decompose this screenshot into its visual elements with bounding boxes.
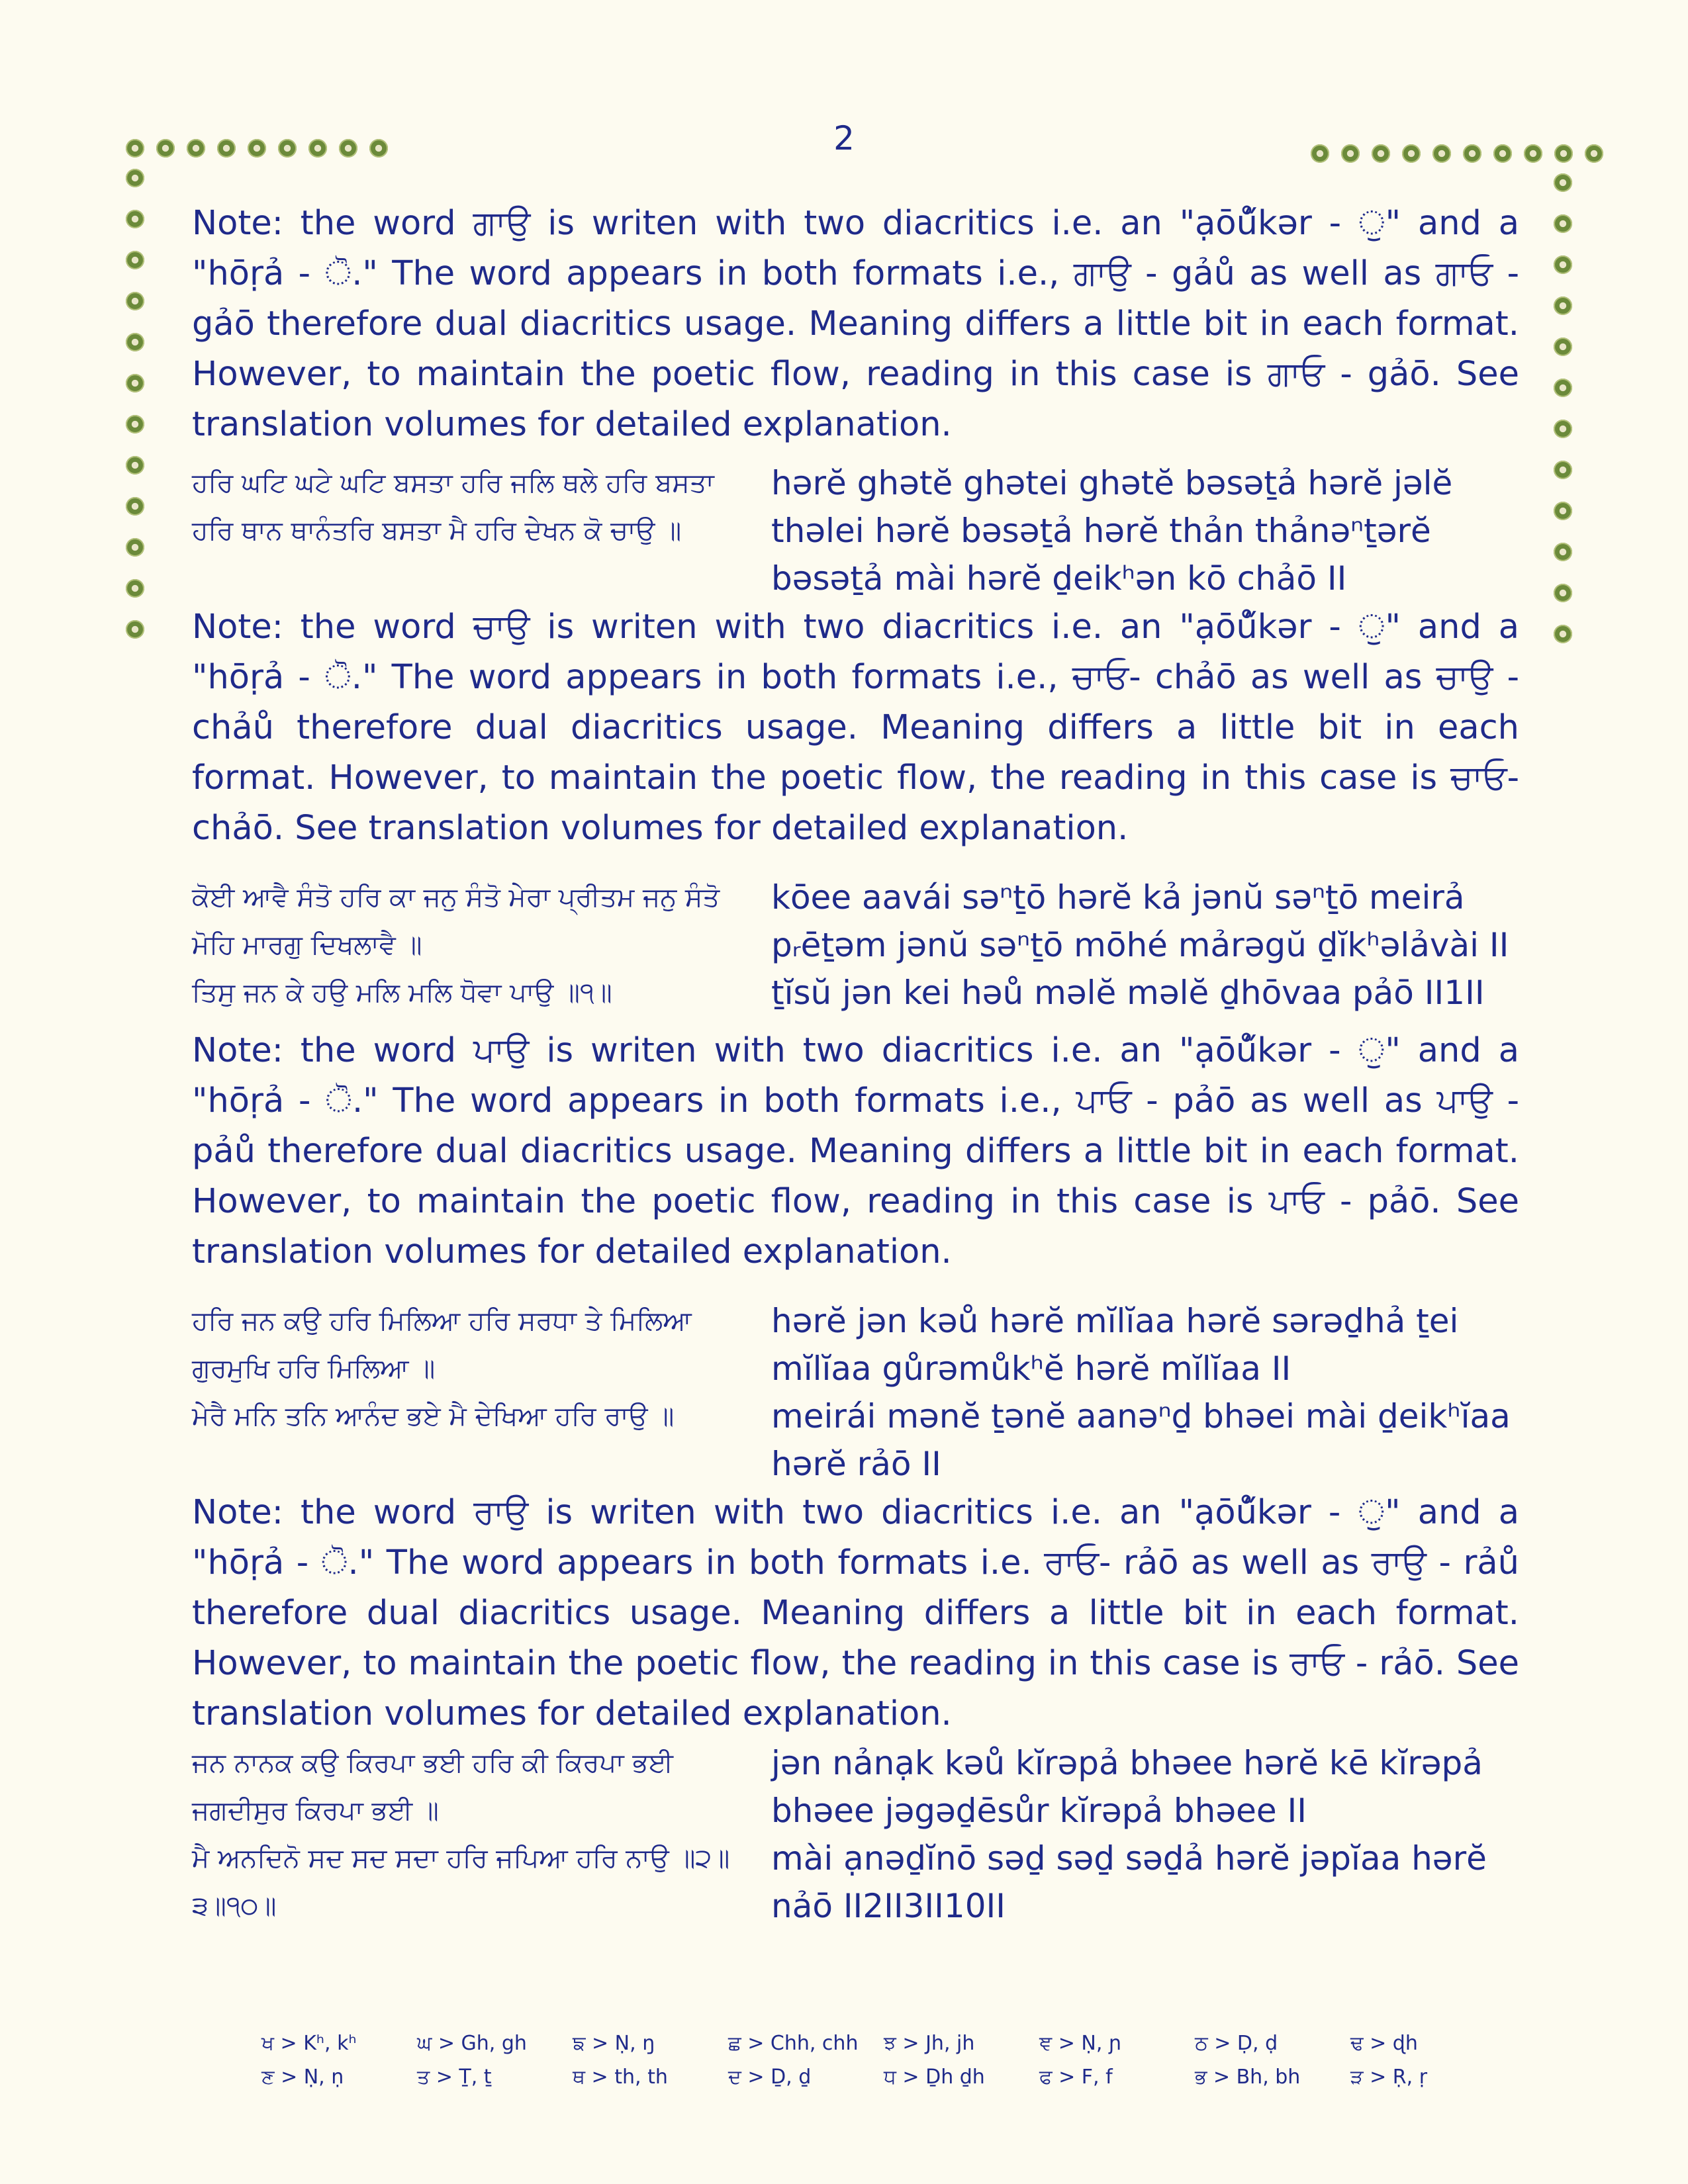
verse-row (192, 1297, 1519, 1392)
flower-icon (1554, 338, 1572, 356)
flower-icon (1463, 144, 1481, 163)
legend-item: ਛ > Chh, chh (728, 2032, 859, 2055)
note-paragraph: Note: the word ਪਾਉ is writen with two diacritics i.e. an "ạōů̋kər - ੁ" and a "hōṛả - ੋ." The word appears in both formats i.e., ਪਾਓ - pảō as well as ਪਾਉ - pảů therefore dual diacritics usage. Meaning differs a little bit in each format. However, to maintain the poetic flow, reading in this case is ਪਾਓ - pảō. See translation volumes for detailed explanation. (192, 1031, 1519, 1271)
verse-row (192, 459, 1519, 602)
flower-icon (1554, 214, 1572, 233)
legend-item: ਣ > Ṇ, ṇ (261, 2066, 344, 2089)
legend-item: ਦ > Ḏ, ḏ (728, 2066, 812, 2089)
border-right (1554, 173, 1572, 643)
flower-icon (1554, 543, 1572, 561)
flower-icon (1554, 502, 1572, 520)
flower-icon (1402, 144, 1421, 163)
flower-icon (1311, 144, 1329, 163)
flower-icon (126, 210, 144, 228)
legend-item: ਙ > Ṇ, ŋ (573, 2032, 655, 2055)
legend-item: ਫ > F, f (1039, 2066, 1113, 2089)
legend-item: ਘ > Gh, gh (417, 2032, 527, 2055)
verse-gurmukhi: ਹਰਿ ਘਟਿ ਘਟੇ ਘਟਿ ਬਸਤਾ ਹਰਿ ਜਲਿ ਥਲੇ ਹਰਿ ਬਸਤਾ ਹਰਿ ਥਾਨ ਥਾਨੰਤਰਿ ਬਸਤਾ ਮੈ ਹਰਿ ਦੇਖਨ ਕੋ ਚਾਉ ॥ (192, 468, 714, 546)
flower-icon (126, 374, 144, 392)
flower-icon (1372, 144, 1390, 163)
legend-item: ਧ > Ḏh ḏh (884, 2066, 985, 2089)
flower-icon (187, 139, 205, 158)
legend-item: ਢ > ɖh (1350, 2032, 1418, 2055)
flower-icon (1585, 144, 1603, 163)
verse-transliteration: kōee aavái səⁿṯō hərĕ kả jənŭ səⁿṯō meirả pᵣēṯəm jənŭ səⁿṯō mōhé mảrəgŭ ḏĭkʰəlảvài II (771, 878, 1509, 964)
verse-transliteration: hərĕ ghətĕ ghətei ghətĕ bəsəṯả hərĕ jəlĕ thəlei hərĕ bəsəṯả hərĕ thản thảnəⁿṯərĕ bəsəṯả mài hərĕ ḏeikʰən kō chảō II (771, 464, 1453, 598)
flower-icon (308, 139, 327, 158)
border-top-right (1311, 144, 1603, 163)
flower-icon (126, 139, 144, 158)
flower-icon (339, 139, 357, 158)
flower-icon (369, 139, 388, 158)
flower-icon (1524, 144, 1542, 163)
legend-item: ਖ > Kʰ, kʰ (261, 2032, 357, 2055)
verse-row (192, 1739, 1519, 1835)
legend-item: ਭ > Bh, bh (1195, 2066, 1301, 2089)
verse-transliteration: meirái mənĕ ṯənĕ aanəⁿḏ bhəei mài ḏeikʰĭaa hərĕ rảō II (771, 1397, 1511, 1483)
verse-gurmukhi: ਮੈ ਅਨਦਿਨੋ ਸਦ ਸਦ ਸਦਾ ਹਰਿ ਜਪਿਆ ਹਰਿ ਨਾਉ ॥੨॥੩॥੧੦॥ (192, 1843, 730, 1921)
flower-icon (278, 139, 297, 158)
flower-icon (126, 497, 144, 516)
verse-transliteration: ṯĭsŭ jən kei həů məlĕ məlĕ ḏhōvaa pảō II1II (771, 974, 1485, 1012)
flower-icon (1493, 144, 1512, 163)
flower-icon (126, 538, 144, 557)
flower-icon (1554, 144, 1573, 163)
transliteration-legend (261, 2032, 1506, 2089)
flower-icon (126, 292, 144, 310)
flower-icon (126, 579, 144, 598)
verse-transliteration: hərĕ jən kəů hərĕ mĭlĭaa hərĕ sərəḏhả ṯei mĭlĭaa gůrəmůkʰĕ hərĕ mĭlĭaa II (771, 1302, 1459, 1388)
flower-icon (1554, 625, 1572, 643)
verse-row (192, 874, 1519, 969)
verse-transliteration: jən nảnạk kəů kĭrəpả bhəee hərĕ kē kĭrəpả bhəee jəgəḏēsůr kĭrəpả bhəee II (771, 1744, 1483, 1830)
flower-icon (126, 169, 144, 187)
flower-icon (126, 456, 144, 475)
flower-icon (248, 139, 266, 158)
verse-row (192, 1835, 1519, 1930)
legend-item: ੜ > Ṛ, ṛ (1350, 2066, 1428, 2089)
legend-item: ਝ > Jh, jh (884, 2032, 975, 2055)
flower-icon (1554, 379, 1572, 397)
verse-gurmukhi: ਕੋਈ ਆਵੈ ਸੰਤੋ ਹਰਿ ਕਾ ਜਨੁ ਸੰਤੋ ਮੇਰਾ ਪ੍ਰੀਤਮ ਜਨੁ ਸੰਤੋ ਮੋਹਿ ਮਾਰਗੁ ਦਿਖਲਾਵੈ ॥ (192, 882, 720, 960)
flower-icon (156, 139, 175, 158)
verse-row (192, 1392, 1519, 1488)
legend-item: ਞ > Ṇ, ɲ (1039, 2032, 1122, 2055)
flower-icon (1554, 420, 1572, 438)
verse-transliteration: mài ạnəḏĭnō səḏ səḏ səḏả hərĕ jəpĭaa hərĕ nảō II2II3II10II (771, 1839, 1487, 1925)
page-content (192, 199, 1519, 1930)
verse-gurmukhi: ਹਰਿ ਜਨ ਕਉ ਹਰਿ ਮਿਲਿਆ ਹਰਿ ਸਰਧਾ ਤੇ ਮਿਲਿਆ ਗੁਰਮੁਖਿ ਹਰਿ ਮਿਲਿਆ ॥ (192, 1306, 692, 1384)
flower-icon (1554, 584, 1572, 602)
flower-icon (126, 251, 144, 269)
flower-icon (126, 333, 144, 351)
flower-icon (217, 139, 236, 158)
flower-icon (1432, 144, 1451, 163)
flower-icon (1554, 255, 1572, 274)
note-paragraph: Note: the word ਰਾਉ is writen with two diacritics i.e. an "ạōů̋kər - ੁ" and a "hōṛả - ੋ." The word appears in both formats i.e. ਰਾਓ- rảō as well as ਰਾਉ - rảů therefore dual diacritics usage. Meaning differs a little bit in each format. However, to maintain the poetic flow, the reading in this case is ਰਾਓ - rảō. See translation volumes for detailed explanation. (192, 1493, 1519, 1733)
flower-icon (1554, 296, 1572, 315)
page-number: 2 (833, 119, 855, 158)
verse-gurmukhi: ਜਨ ਨਾਨਕ ਕਉ ਕਿਰਪਾ ਭਈ ਹਰਿ ਕੀ ਕਿਰਪਾ ਭਈ ਜਗਦੀਸੁਰ ਕਿਰਪਾ ਭਈ ॥ (192, 1748, 673, 1826)
flower-icon (1341, 144, 1360, 163)
flower-icon (1554, 461, 1572, 479)
verse-gurmukhi: ਮੇਰੈ ਮਨਿ ਤਨਿ ਆਨੰਦ ਭਏ ਮੈ ਦੇਖਿਆ ਹਰਿ ਰਾਉ ॥ (192, 1401, 675, 1432)
border-left (126, 169, 144, 639)
verse-gurmukhi: ਤਿਸੁ ਜਨ ਕੇ ਹਉ ਮਲਿ ਮਲਿ ਧੋਵਾ ਪਾਉ ॥੧॥ (192, 978, 612, 1008)
note-paragraph: Note: the word ਚਾਉ is writen with two diacritics i.e. an "ạōů̋kər - ੁ" and a "hōṛả - ੋ." The word appears in both formats i.e., ਚਾਓ- chảō as well as ਚਾਉ - chảů therefore dual diacritics usage. Meaning differs a little bit in each format. However, to maintain the poetic flow, the reading in this case is ਚਾਓ- chảō. See translation volumes for detailed explanation. (192, 608, 1519, 848)
flower-icon (126, 415, 144, 433)
legend-item: ਥ > th, th (573, 2066, 668, 2089)
note-paragraph: Note: the word ਗਾਉ is writen with two diacritics i.e. an "ạōů̋kər - ੁ" and a "hōṛả - ੋ." The word appears in both formats i.e., ਗਾਉ - gảů as well as ਗਾਓ - gảō therefore dual diacritics usage. Meaning differs a little bit in each format. However, to maintain the poetic flow, reading in this case is ਗਾਓ - gảō. See translation volumes for detailed explanation. (192, 204, 1519, 444)
flower-icon (1554, 173, 1572, 192)
verse-row (192, 969, 1519, 1017)
legend-item: ਤ > Ṯ, ṯ (417, 2066, 492, 2089)
legend-item: ਠ > Ḍ, ḍ (1195, 2032, 1278, 2055)
border-top-left (126, 139, 388, 158)
flower-icon (126, 620, 144, 639)
